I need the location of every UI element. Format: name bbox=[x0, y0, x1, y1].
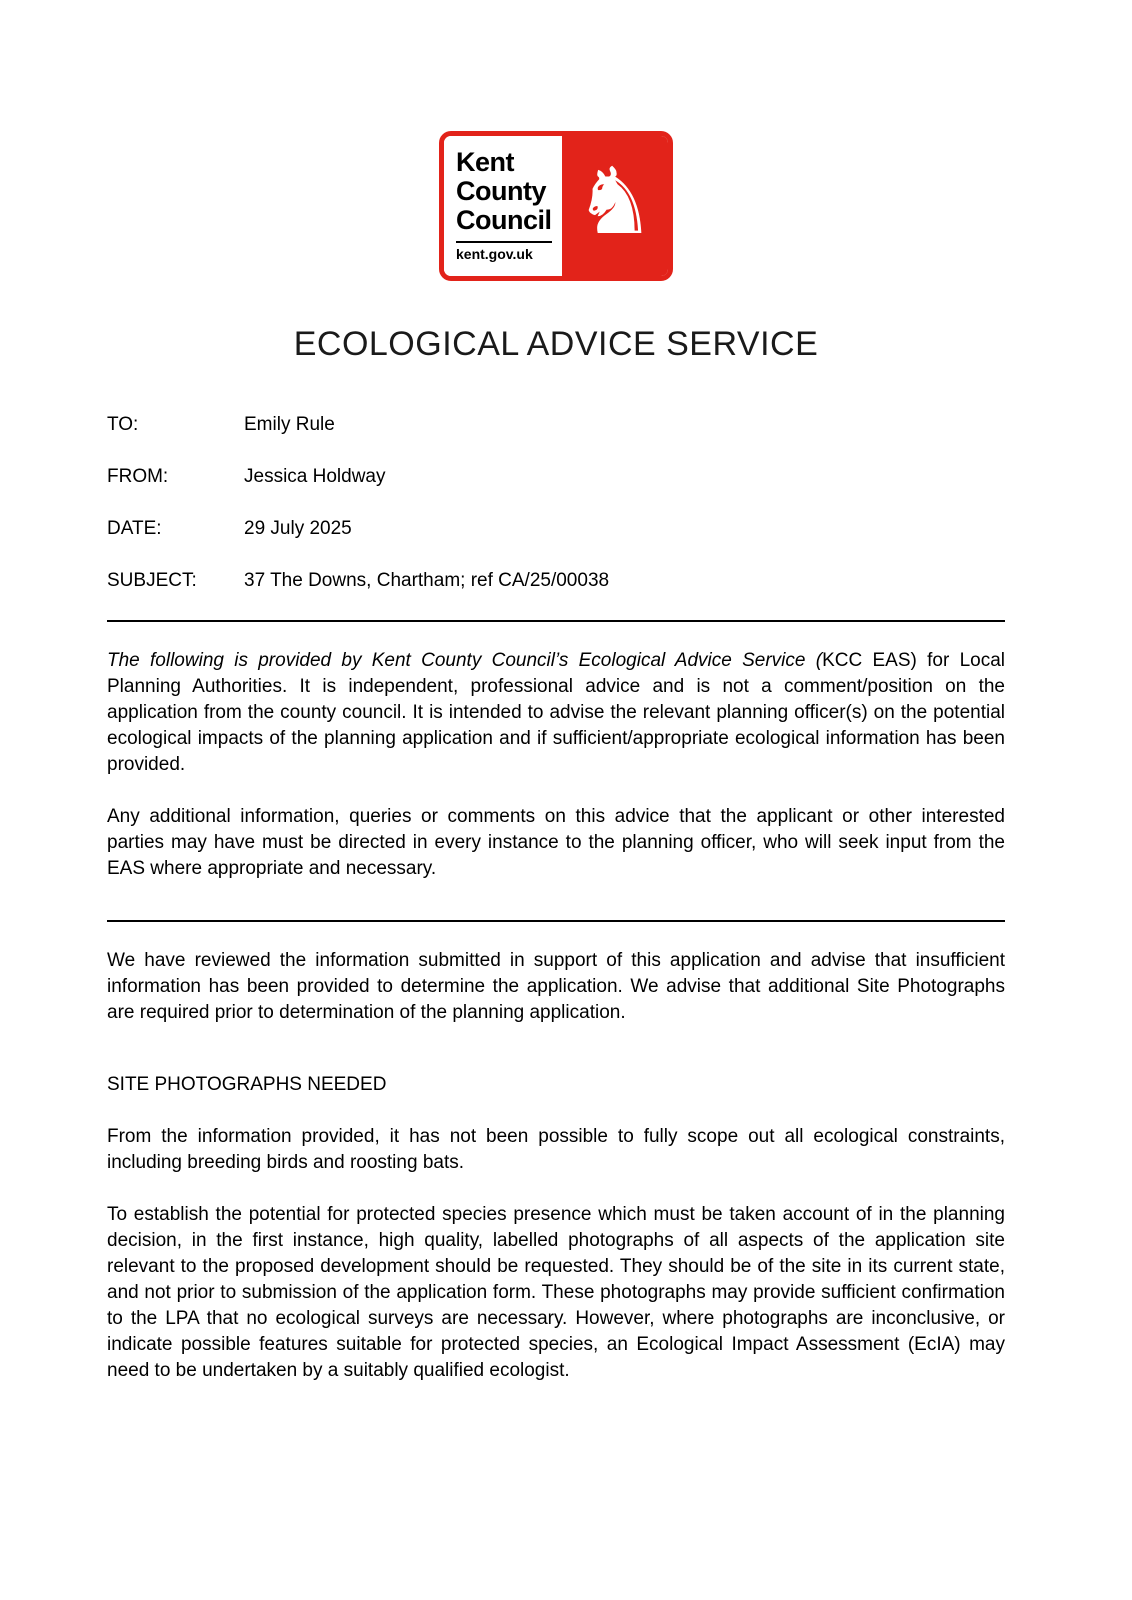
kent-county-council-logo bbox=[439, 131, 673, 281]
section-paragraph-1: From the information provided, it has not been possible to fully scope out all ecological constraints, including breeding birds and roosting bats. bbox=[107, 1126, 1005, 1173]
divider-top bbox=[107, 620, 1005, 622]
memo-row-to bbox=[107, 412, 1005, 438]
invicta-horse-icon: ♞ bbox=[573, 148, 657, 255]
memo-value-to: Emily Rule bbox=[244, 414, 335, 435]
memo-label-from: FROM: bbox=[107, 466, 169, 487]
logo-url: kent.gov.uk bbox=[456, 241, 552, 262]
memo-header bbox=[107, 412, 1005, 594]
divider-middle bbox=[107, 920, 1005, 922]
section-paragraph-2: To establish the potential for protected species presence which must be taken account of in the planning decision, in the first instance, high quality, labelled photographs of all aspects of the application site relevant to the proposed development should be requested. They should be of the site in its current state, and not prior to submission of the application form. These photographs may provide sufficient confirmation to the LPA that no ecological surveys are necessary. However, where photographs are inconclusive, or indicate possible features suitable for protected species, an Ecological Impact Assessment (EcIA) may need to be undertaken by a suitably qualified ecologist. bbox=[107, 1204, 1005, 1381]
memo-value-from: Jessica Holdway bbox=[244, 466, 386, 487]
memo-row-from bbox=[107, 464, 1005, 490]
intro-paragraph-1 bbox=[107, 648, 1005, 778]
review-paragraph: We have reviewed the information submitted in support of this application and advise that insufficient information has been provided to determine the application. We advise that additional Site Photographs are required prior to determination of the planning application. bbox=[107, 950, 1005, 1023]
section-heading: SITE PHOTOGRAPHS NEEDED bbox=[107, 1074, 387, 1095]
logo-text-line: Council bbox=[456, 205, 552, 235]
intro-paragraph-1-rest: KCC EAS) for Local Planning Authorities. It is independent, professional advice and is not a comment/position on the application from the county council. It is intended to advise the relevant planning officer(s) on the potential ecological impacts of the planning application and if sufficient/appropriate ecological information has been provided. bbox=[107, 650, 1005, 775]
logo-container bbox=[107, 131, 1005, 281]
logo-text-line: Kent bbox=[456, 147, 514, 177]
memo-label-subject: SUBJECT: bbox=[107, 570, 197, 591]
logo-text-panel bbox=[444, 136, 562, 276]
intro-paragraph-2: Any additional information, queries or comments on this advice that the applicant or other interested parties may have must be directed in every instance to the planning officer, who will seek input from the EAS where appropriate and necessary. bbox=[107, 806, 1005, 879]
logo-horse-panel bbox=[562, 136, 668, 276]
memo-value-subject: 37 The Downs, Chartham; ref CA/25/00038 bbox=[244, 570, 610, 591]
memo-row-subject bbox=[107, 568, 1005, 594]
memo-row-date bbox=[107, 516, 1005, 542]
document-body bbox=[107, 648, 1005, 1384]
memo-label-date: DATE: bbox=[107, 518, 162, 539]
page-title: ECOLOGICAL ADVICE SERVICE bbox=[293, 325, 819, 363]
logo-text-line: County bbox=[456, 176, 546, 206]
intro-paragraph-1-italic: The following is provided by Kent County Council’s Ecological Advice Service ( bbox=[107, 650, 823, 671]
memo-label-to: TO: bbox=[107, 414, 139, 435]
memo-value-date: 29 July 2025 bbox=[244, 518, 352, 539]
